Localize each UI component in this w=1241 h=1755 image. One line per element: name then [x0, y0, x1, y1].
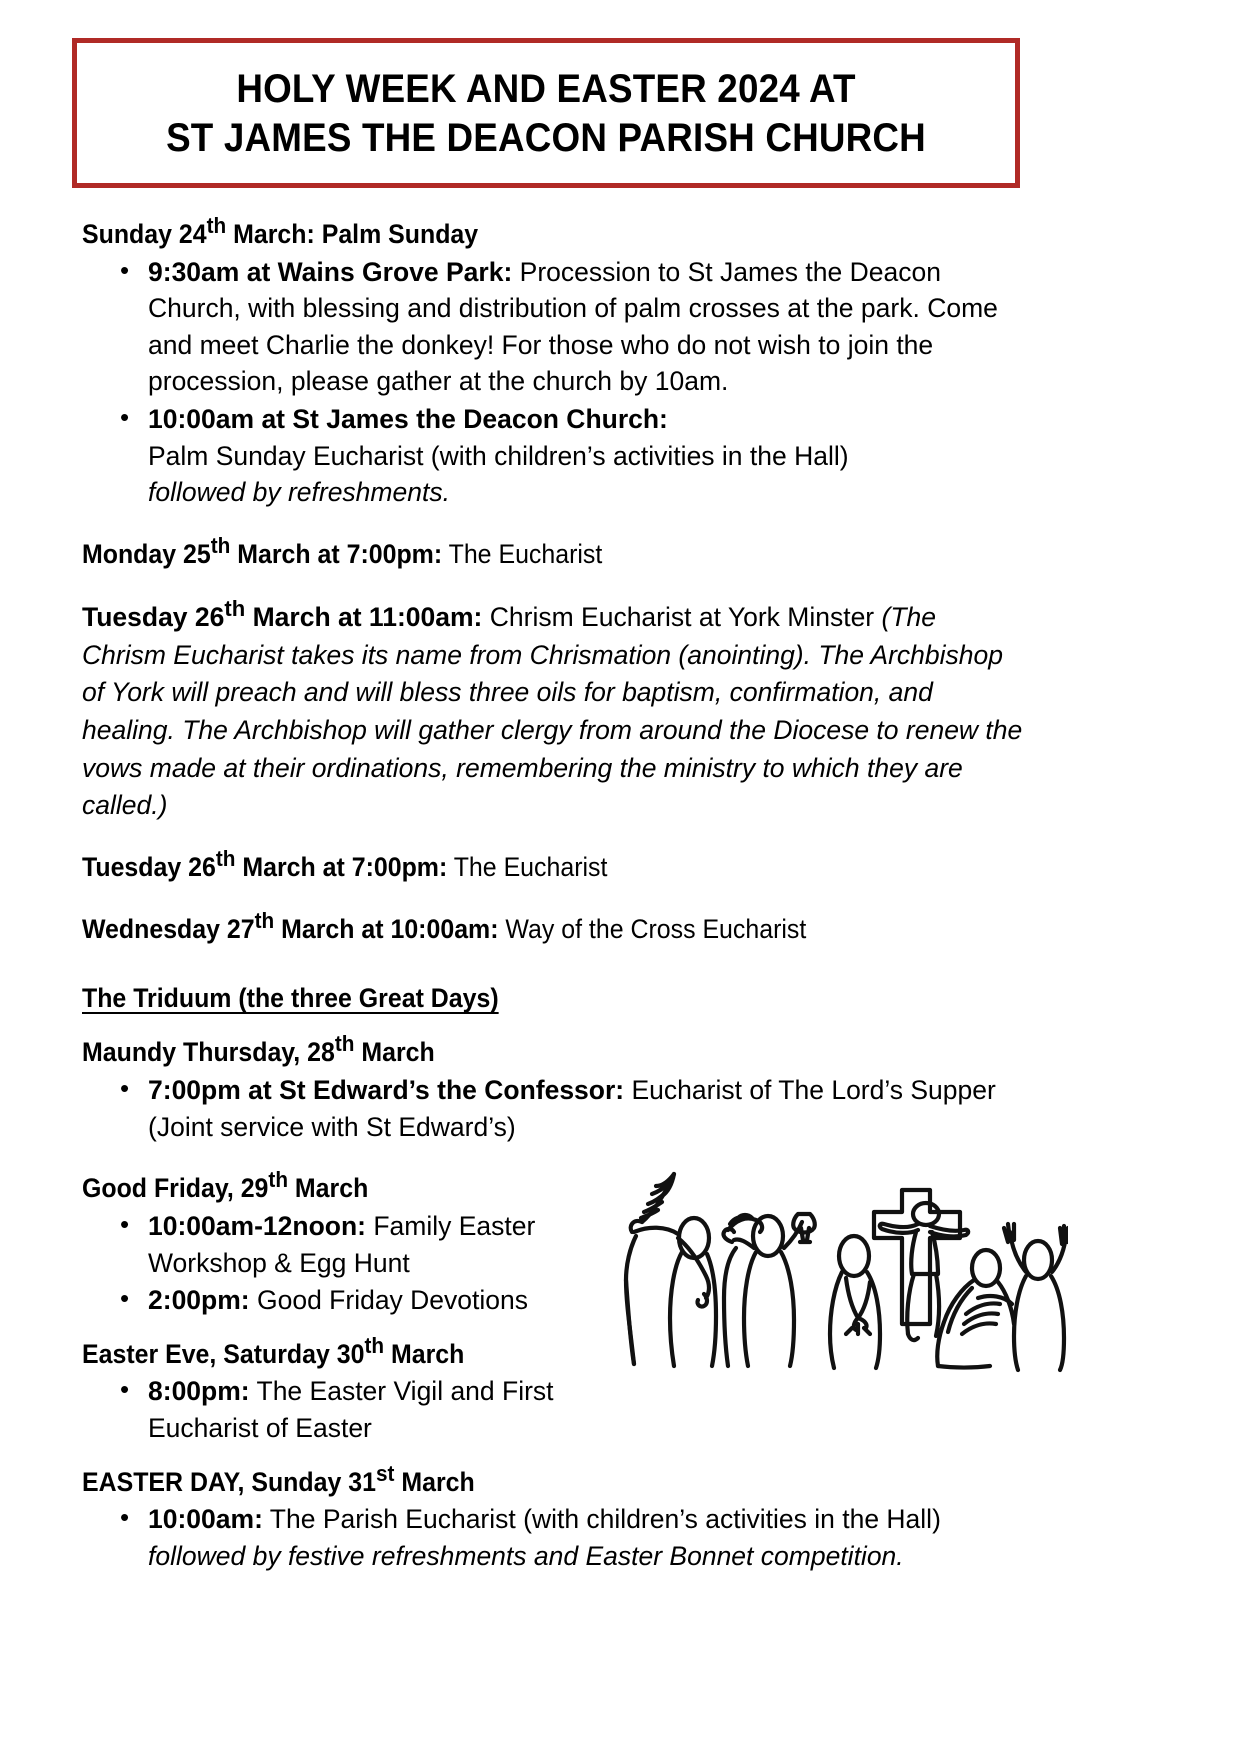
bullet-text: Palm Sunday Eucharist (with children’s activities in the Hall): [148, 440, 849, 471]
tuesday-evening-detail: The Eucharist: [447, 851, 608, 882]
monday-day: Monday 25: [82, 538, 211, 569]
monday-detail: The Eucharist: [442, 538, 603, 569]
holy-week-illustration: [608, 1152, 1068, 1374]
list-item: [82, 1208, 582, 1281]
palm-sunday-sup: th: [206, 213, 227, 238]
list-item: [82, 254, 1027, 400]
title-line-1: HOLY WEEK AND EASTER 2024 AT: [236, 67, 856, 111]
easter-day-day: EASTER DAY, Sunday 31: [82, 1466, 376, 1497]
list-item: [82, 401, 1027, 511]
good-friday-day: Good Friday, 29: [82, 1173, 269, 1204]
palm-sunday-rest: March: Palm Sunday: [226, 218, 479, 249]
good-friday-rest: March: [288, 1173, 369, 1204]
bullet-lead: 10:00am:: [148, 1504, 263, 1535]
bullet-lead: 8:00pm:: [148, 1376, 250, 1407]
monday-rest: March at 7:00pm:: [230, 538, 443, 569]
tuesday-chrism-block: [82, 593, 1027, 825]
wednesday-heading: [82, 907, 970, 947]
tuesday-chrism-note: (The Chrism Eucharist takes its name from Chrismation (anointing). The Archbishop of York will preach and will bless three oils for baptism, confirmation, and healing. The Archbishop will gather clergy from around the Diocese to renew the vows made at their ordinations, remembering the ministry to which they are called.): [82, 602, 1023, 821]
tuesday-chrism-day: Tuesday 26: [82, 602, 225, 633]
easter-eve-bullets: [82, 1373, 582, 1446]
easter-day-bullets: [82, 1501, 1027, 1574]
monday-sup: th: [210, 532, 231, 558]
easter-eve-rest: March: [384, 1338, 465, 1369]
good-friday-bullets: [82, 1208, 582, 1319]
bullet-text: The Parish Eucharist (with children’s activities in the Hall): [262, 1504, 941, 1535]
tuesday-chrism-sup: th: [224, 596, 246, 622]
spacer: [82, 1018, 1027, 1030]
title-banner: [72, 38, 1020, 188]
bullet-italic-tail: followed by refreshments.: [148, 477, 450, 508]
tuesday-evening-day: Tuesday 26: [82, 851, 216, 882]
wednesday-day: Wednesday 27: [82, 913, 255, 944]
easter-day-rest: March: [394, 1466, 475, 1497]
bullet-text: The Easter Vigil and First Eucharist of Easter: [148, 1376, 554, 1443]
tuesday-chrism-detail: Chrism Eucharist at York Minster: [482, 602, 882, 633]
maundy-thursday-sup: th: [334, 1031, 355, 1057]
spacer: [82, 948, 1027, 982]
spacer: [82, 1448, 1027, 1460]
bullet-italic-tail: followed by festive refreshments and Easter Bonnet competition.: [148, 1540, 904, 1571]
wednesday-detail: Way of the Cross Eucharist: [498, 913, 807, 944]
maundy-thursday-bullets: [82, 1072, 1027, 1145]
good-friday-sup: th: [268, 1167, 289, 1193]
bullet-lead: 7:00pm at St Edward’s the Confessor:: [148, 1075, 625, 1106]
spacer: [82, 573, 1027, 593]
list-item: [82, 1501, 1027, 1574]
section-triduum: [82, 982, 1027, 1018]
bullet-lead: 2:00pm:: [148, 1285, 250, 1316]
easter-day-sup: st: [375, 1460, 395, 1486]
spacer: [82, 825, 1027, 845]
palm-sunday-bullets: [82, 254, 1027, 511]
palm-sunday-day: Sunday 24: [82, 218, 207, 249]
title-line-2: ST JAMES THE DEACON PARISH CHURCH: [166, 115, 926, 160]
wednesday-rest: March at 10:00am:: [274, 913, 499, 944]
maundy-thursday-day: Maundy Thursday, 28: [82, 1037, 335, 1068]
bullet-text: Procession to St James the Deacon Church, with blessing and distribution of palm crosses at the park. Come and meet Charlie the donkey! For those who do not wish to join the procession, please gather at the church by 10am.: [148, 256, 998, 397]
spacer: [82, 512, 1027, 532]
tuesday-evening-sup: th: [215, 845, 236, 871]
tuesday-chrism-rest: March at 11:00am:: [245, 602, 483, 633]
maundy-thursday-rest: March: [354, 1037, 435, 1068]
list-item: [82, 1072, 1027, 1145]
bullet-lead: 9:30am at Wains Grove Park:: [148, 256, 513, 287]
list-item: [82, 1373, 582, 1446]
palm-sunday-heading: [82, 212, 970, 252]
section-palm-sunday: [82, 212, 1027, 252]
easter-eve-day: Easter Eve, Saturday 30: [82, 1338, 365, 1369]
triduum-heading: The Triduum (the three Great Days): [82, 983, 499, 1014]
bullet-lead: 10:00am at St James the Deacon Church:: [148, 403, 668, 434]
list-item: [82, 1282, 582, 1319]
maundy-thursday-heading: [82, 1030, 970, 1070]
wednesday-sup: th: [254, 907, 275, 933]
spacer: [82, 887, 1027, 907]
easter-eve-sup: th: [364, 1332, 385, 1358]
bullet-text: Good Friday Devotions: [249, 1285, 529, 1316]
bullet-text: Family Easter Workshop & Egg Hunt: [148, 1210, 536, 1278]
bullet-text: Eucharist of The Lord’s Supper (Joint service with St Edward’s): [148, 1075, 996, 1142]
tuesday-evening-heading: [82, 845, 970, 885]
bullet-lead: 10:00am-12noon:: [148, 1210, 366, 1241]
easter-day-heading: [82, 1460, 970, 1500]
monday-heading: [82, 532, 970, 572]
tuesday-evening-rest: March at 7:00pm:: [235, 851, 448, 882]
holy-week-figures-icon: [608, 1152, 1068, 1374]
